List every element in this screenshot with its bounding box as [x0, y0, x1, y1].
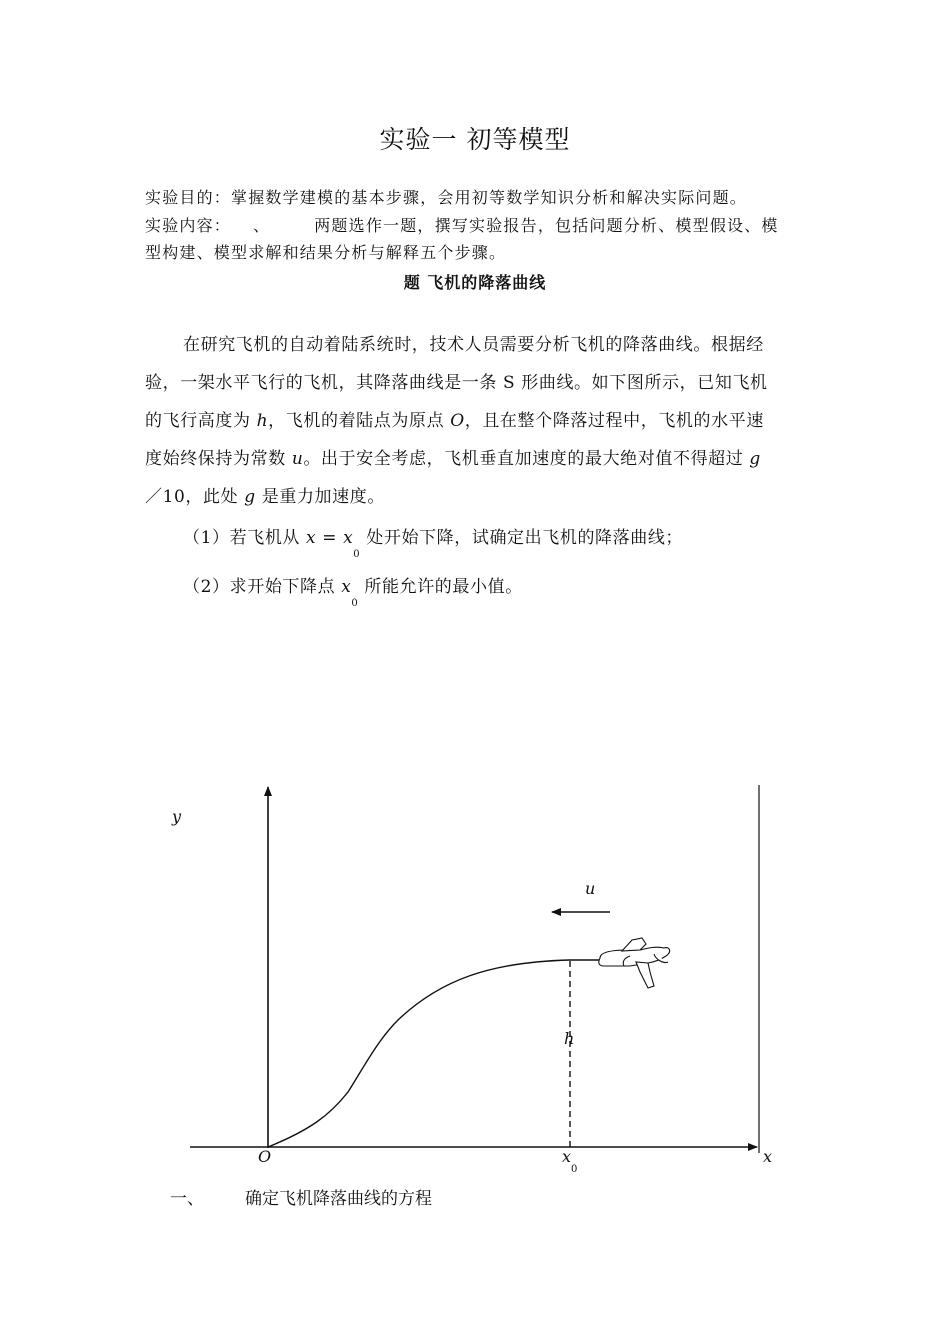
velocity-label: u: [585, 879, 596, 898]
var-g: g: [244, 487, 256, 507]
landing-s-curve: [268, 960, 600, 1147]
x-axis-label: x: [763, 1147, 773, 1166]
content-text: 两题选作一题，撰写实验报告，包括问题分析、模型假设、模: [314, 216, 779, 235]
var-g: g: [749, 449, 761, 469]
text-fragment: ，飞机的着陆点为原点: [268, 411, 451, 431]
page-title: 实验一 初等模型: [379, 125, 571, 154]
origin-label: O: [258, 1147, 272, 1166]
text-fragment: 。出于安全考虑，飞机垂直加速度的最大绝对值不得超过: [303, 449, 750, 469]
experiment-content-line2: 型构建、模型求解和结果分析与解释五个步骤。: [145, 243, 507, 262]
experiment-aim: 实验目的：掌握数学建模的基本步骤，会用初等数学知识分析和解决实际问题。: [145, 188, 748, 207]
x0-subscript: 0: [571, 1164, 578, 1175]
y-axis-label: y: [172, 807, 182, 826]
section-title: 确定飞机降落曲线的方程: [245, 1189, 432, 1209]
text-fragment: 度始终保持为常数: [145, 449, 292, 469]
var-O: O: [450, 411, 465, 431]
text-fragment: （1）若飞机从: [183, 528, 307, 548]
text-fragment: 是重力加速度。: [255, 487, 385, 507]
section-heading-1: [170, 1184, 432, 1209]
text-fragment: ／10，此处: [145, 487, 245, 507]
subscript: 0: [351, 598, 359, 609]
var-u: u: [291, 449, 304, 469]
text-fragment: （2）求开始下降点: [183, 577, 342, 597]
airplane-icon: [599, 938, 670, 988]
content-prefix: 实验内容：: [145, 216, 232, 235]
height-label: h: [564, 1029, 575, 1048]
content-separator: 、: [253, 216, 271, 235]
text-fragment: 处开始下降，试确定出飞机的降落曲线；: [360, 528, 684, 548]
problem-title: 题 飞机的降落曲线: [403, 273, 547, 292]
x0-label: x: [562, 1147, 572, 1166]
subscript: 0: [353, 549, 361, 560]
equation-x-x0: x = x: [306, 528, 354, 548]
section-number: 一、: [170, 1189, 204, 1209]
paragraph-line-1: 在研究飞机的自动着陆系统时，技术人员需要分析飞机的降落曲线。根据经: [183, 335, 764, 355]
text-fragment: 的飞行高度为: [145, 411, 257, 431]
var-x0: x: [341, 577, 352, 597]
paragraph-line-2: 验，一架水平飞行的飞机，其降落曲线是一条 S 形曲线。如下图所示，已知飞机: [145, 373, 768, 393]
text-fragment: ，且在整个降落过程中，飞机的水平速: [464, 411, 764, 431]
var-h: h: [256, 411, 269, 431]
text-fragment: 所能允许的最小值。: [358, 577, 523, 597]
